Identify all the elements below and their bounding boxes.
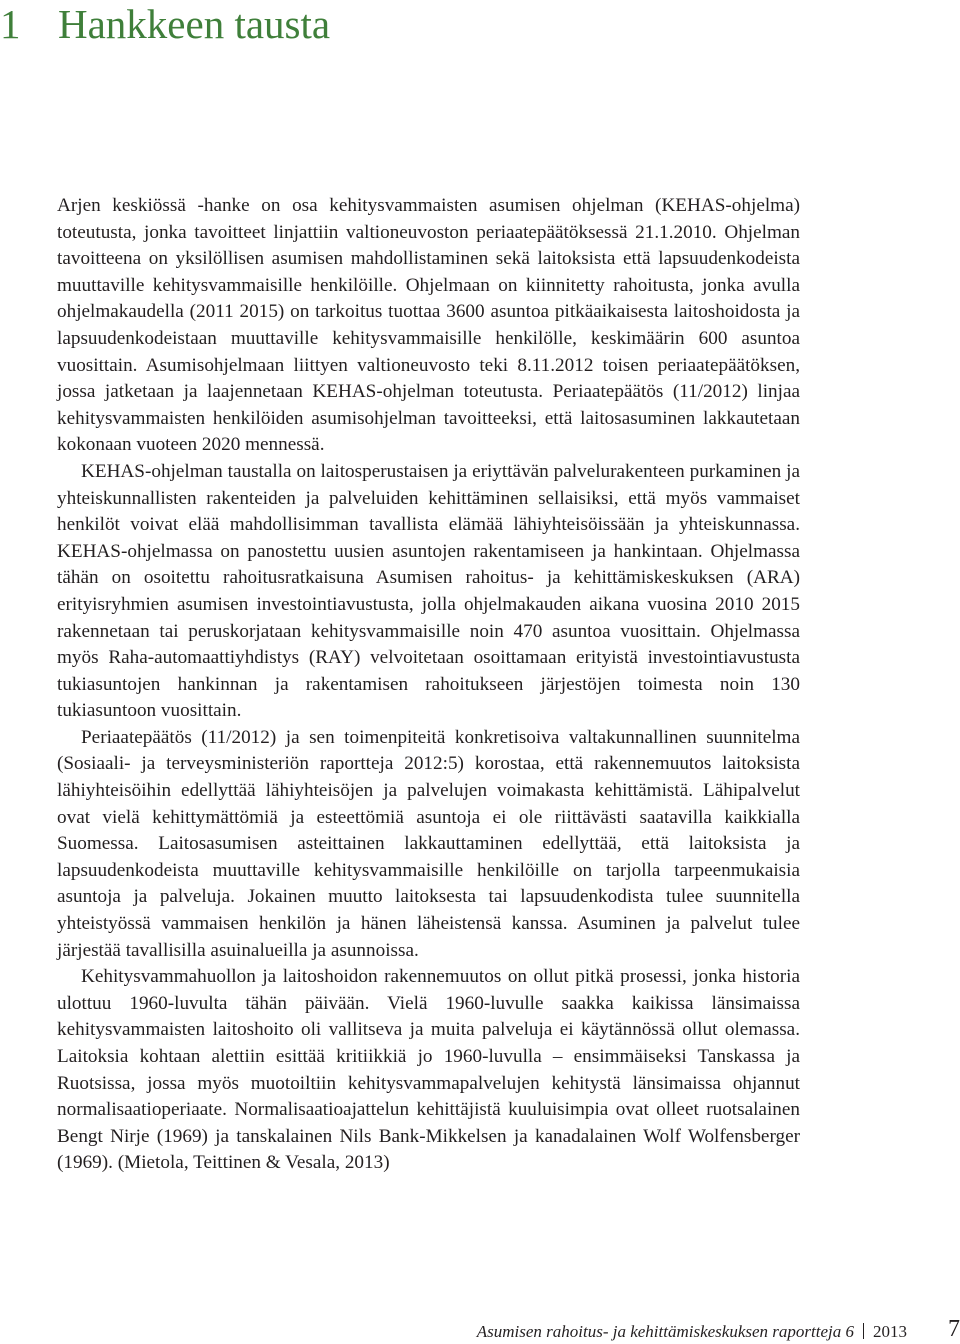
page-number: 7 — [948, 1316, 960, 1342]
paragraph: KEHAS-ohjelman taustalla on laitosperustaisen ja eriyttävän palvelurakenteen purkaminen ja yhteiskunnallisten rakenteiden ja palveluiden kehittäminen sellaisiksi, että myös vammaiset henkilöt voivat elää mahdollisimman tavallista elämää lähiyhteisöissään ja yhteiskunnassa. KEHAS-ohjelmassa on panostettu uusien asuntojen rakentamiseen ja hankintaan. Ohjelmassa tähän on osoitettu rahoitusratkaisuna Asumisen rahoitus- ja kehittämiskeskuksen (ARA) erityisryhmien asumisen investointiavustusta, jolla ohjelmakauden aikana vuosina 2010 2015 rakennetaan tai peruskorjataan kehitysvammaisille noin 470 asuntoa vuosittain. Ohjelmassa myös Raha-automaattiyhdistys (RAY) velvoitetaan osoittamaan erityistä investointiavustusta tukiasuntojen hankinnan ja rakentamisen rahoitukseen järjestöjen toimesta noin 130 tukiasuntoon vuosittain. — [57, 460, 800, 722]
page-footer — [0, 1316, 960, 1344]
publication-year: 2013 — [873, 1322, 907, 1341]
running-footer — [477, 1322, 907, 1342]
paragraph: Arjen keskiössä -hanke on osa kehitysvammaisten asumisen ohjelman (KEHAS-ohjelma) toteutusta, jonka tavoitteet linjattiin valtioneuvoston periaatepäätöksessä 21.1.2010. Ohjelman tavoitteena on yksilöllisen asumisen mahdollistaminen sekä laitoksista että lapsuudenkodeista muuttaville kehitysvammaisille henkilöille. Ohjelmaan on kiinnitetty rahoitusta, jonka avulla ohjelmakaudella (2011 2015) on tarkoitus tuottaa 3600 asuntoa pitkäaikaisesta laitoshoidosta ja lapsuudenkodeistaan muuttaville kehitysvammaisille henkilölle, keskimäärin 600 asuntoa vuosittain. Asumisohjelmaan liittyen valtioneuvosto teki 8.11.2012 toisen periaatepäätöksen, jossa jatketaan ja laajennetaan KEHAS-ohjelman toteutusta. Periaatepäätös (11/2012) linjaa kehitysvammaisten henkilöiden asumisohjelman tavoitteeksi, että laitosasuminen lakkautetaan kokonaan vuoteen 2020 mennessä. — [57, 195, 800, 456]
publication-title: Asumisen rahoitus- ja kehittämiskeskuksen raportteja 6 — [476, 1322, 854, 1341]
body-text — [57, 193, 800, 1177]
chapter-title: Hankkeen tausta — [58, 1, 331, 47]
chapter-heading — [0, 0, 330, 48]
paragraph: Kehitysvammahuollon ja laitoshoidon rakennemuutos on ollut pitkä prosessi, jonka historia ulottuu 1960-luvulta tähän päivään. Vielä 1960-luvulle saakka kaikissa länsimaissa kehitysvammaisten laitoshoito oli vallitseva ja muita palveluja ei käytännössä ollut olemassa. Laitoksia kohtaan alettiin esittää kritiikkiä jo 1960-luvulla – ensimmäiseksi Tanskassa ja Ruotsissa, jossa myös muotoiltiin kehitysvammapalvelujen kehitystä länsimaissa ohjannut normalisaatioperiaate. Normalisaatioajattelun kehittäjistä kuuluisimpia ovat olleet ruotsalainen Bengt Nirje (1969) ja tanskalainen Nils Bank-Mikkelsen ja kanadalainen Wolf Wolfensberger (1969). (Mietola, Teittinen & Vesala, 2013) — [57, 966, 800, 1174]
footer-separator — [863, 1323, 864, 1339]
chapter-number: 1 — [0, 1, 21, 47]
paragraph: Periaatepäätös (11/2012) ja sen toimenpiteitä konkretisoiva valtakunnallinen suunnitelma (Sosiaali- ja terveysministeriön raportteja 2012:5) korostaa, että rakennemuutos laitoksista lähiyhteisöihin edellyttää lähiyhteisöjen ja palvelujen voimakasta kehittämistä. Lähipalvelut ovat vielä kehittymättömiä ja esteettömiä asuntoja ei ole riittävästi saatavilla kaikkialla Suomessa. Laitosasumisen asteittainen lakkauttaminen edellyttää, että laitoksista ja lapsuudenkodeista muuttaville kehitysvammaisille henkilöille on tarjolla tarpeenmukaisia asuntoja ja palveluja. Jokainen muutto laitoksesta tai lapsuudenkodista tulee suunnitella yhteistyössä vammaisen henkilön ja hänen läheistensä kanssa. Asuminen ja palvelut tulee järjestää tavallisilla asuinalueilla ja asunnoissa. — [57, 726, 800, 961]
